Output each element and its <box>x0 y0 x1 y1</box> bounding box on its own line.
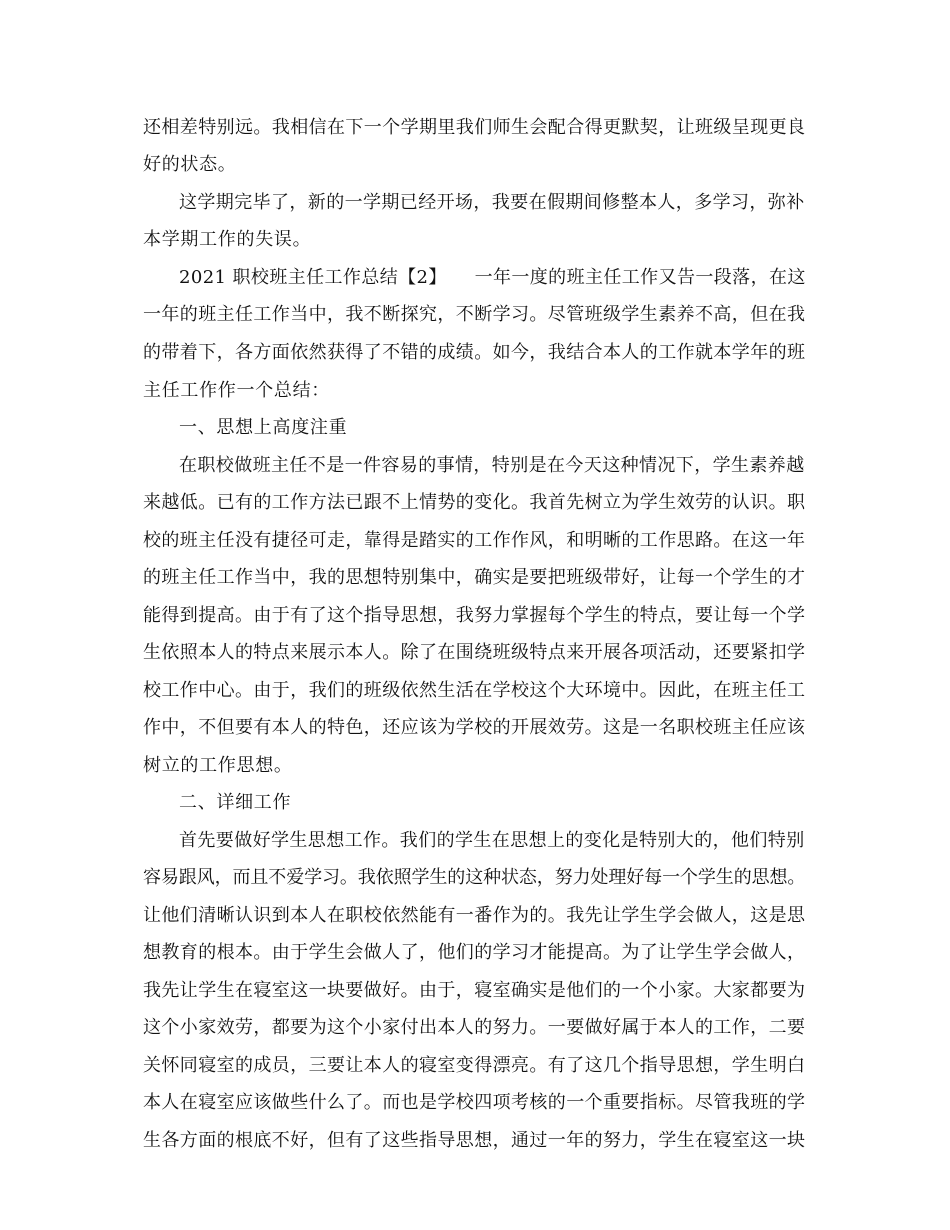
text-line: 首先要做好学生思想工作。我们的学生在思想上的变化是特别大的，他们特别 <box>179 830 805 851</box>
section-heading: 二、详细工作 <box>179 792 292 813</box>
text-line: 生各方面的根底不好，但有了这些指导思想，通过一年的努力，学生在寝室这一块 <box>143 1130 806 1151</box>
text-line: 主任工作作一个总结： <box>143 380 330 401</box>
text-line: 校的班主任没有捷径可走，靠得是踏实的工作作风，和明晰的工作思路。在这一年 <box>143 530 806 551</box>
text-line: 校工作中心。由于，我们的班级依然生活在学校这个大环境中。因此，在班主任工 <box>143 680 806 701</box>
text-line: 一年的班主任工作当中，我不断探究，不断学习。尽管班级学生素养不高，但在我 <box>143 304 806 325</box>
text-line: 关怀同寝室的成员，三要让本人的寝室变得漂亮。有了这几个指导思想，学生明白 <box>143 1055 806 1076</box>
text-line: 让他们清晰认识到本人在职校依然能有一番作为的。我先让学生学会做人，这是思 <box>143 905 806 926</box>
text-line: 本学期工作的失误。 <box>143 229 312 250</box>
text-line: 我先让学生在寝室这一块要做好。由于，寝室确实是他们的一个小家。大家都要为 <box>143 980 806 1001</box>
text-line: 这个小家效劳，都要为这个小家付出本人的努力。一要做好属于本人的工作，二要 <box>143 1017 806 1038</box>
text-line: 的带着下，各方面依然获得了不错的成绩。如今，我结合本人的工作就本学年的班 <box>143 342 806 363</box>
text-line: 还相差特别远。我相信在下一个学期里我们师生会配合得更默契，让班级呈现更良 <box>143 117 806 138</box>
text-line: 的班主任工作当中，我的思想特别集中，确实是要把班级带好，让每一个学生的才 <box>143 567 806 588</box>
text-line: 作中，不但要有本人的特色，还应该为学校的开展效劳。这是一名职校班主任应该 <box>143 717 806 738</box>
text-line: 在职校做班主任不是一件容易的事情，特别是在今天这种情况下，学生素养越 <box>179 455 805 476</box>
text-line: 能得到提高。由于有了这个指导思想，我努力掌握每个学生的特点，要让每一个学 <box>143 605 806 626</box>
section-heading: 一、思想上高度注重 <box>179 417 348 438</box>
text-line: 树立的工作思想。 <box>143 755 293 776</box>
text-line: 2021 职校班主任工作总结【2】 一年一度的班主任工作又告一段落，在这 <box>179 267 806 288</box>
text-line: 想教育的根本。由于学生会做人了，他们的学习才能提高。为了让学生学会做人， <box>143 942 806 963</box>
text-line: 生依照本人的特点来展示本人。除了在围绕班级特点来开展各项活动，还要紧扣学 <box>143 642 806 663</box>
text-line: 这学期完毕了，新的一学期已经开场，我要在假期间修整本人，多学习，弥补 <box>179 192 805 213</box>
text-line: 容易跟风，而且不爱学习。我依照学生的这种状态，努力处理好每一个学生的思想。 <box>143 867 806 888</box>
text-line: 来越低。已有的工作方法已跟不上情势的变化。我首先树立为学生效劳的认识。职 <box>143 492 806 513</box>
text-line: 本人在寝室应该做些什么了。而也是学校四项考核的一个重要指标。尽管我班的学 <box>143 1092 806 1113</box>
text-line: 好的状态。 <box>143 154 237 175</box>
